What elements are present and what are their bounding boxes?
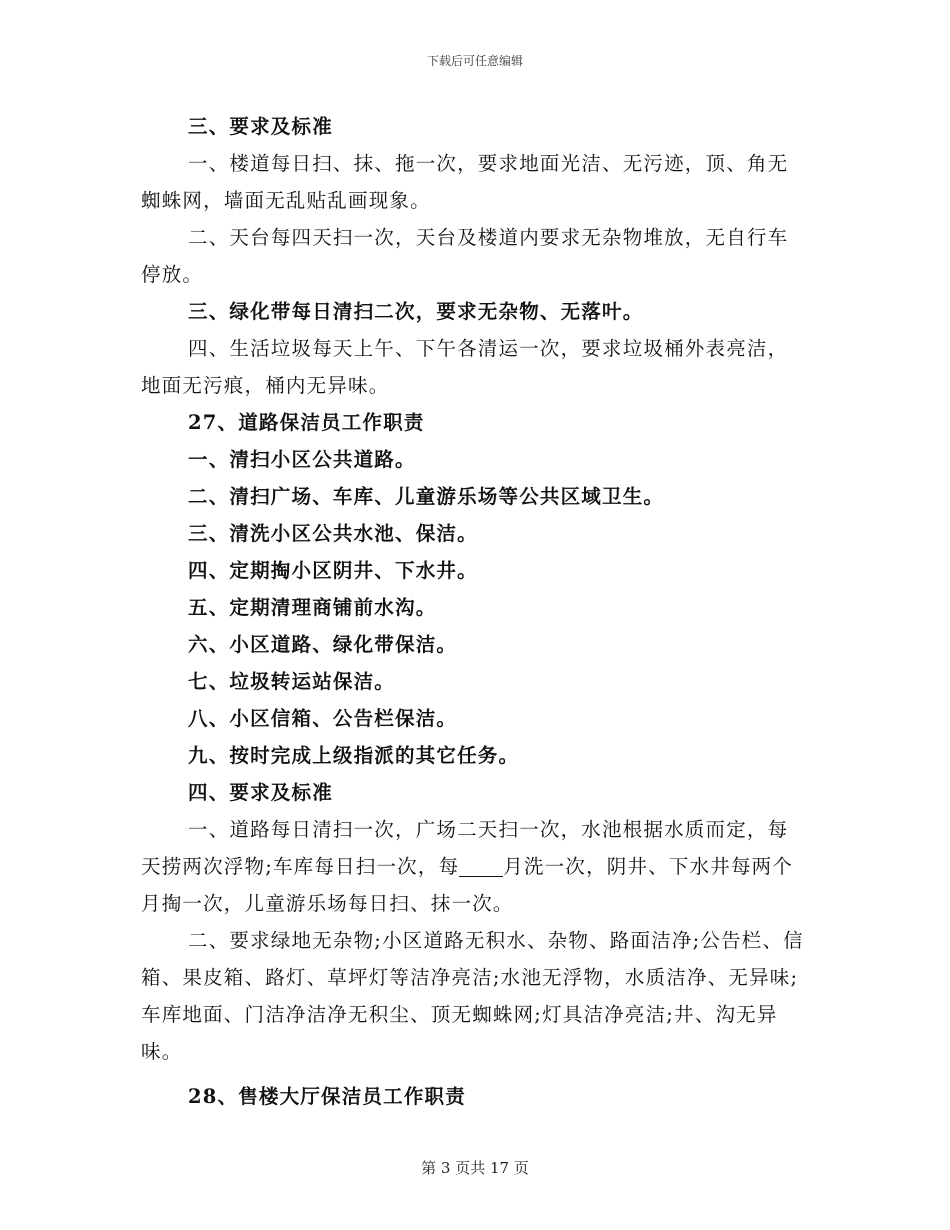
duty-item: 二、清扫广场、车库、儿童游乐场等公共区域卫生。 — [188, 485, 665, 508]
duty-item: 八、小区信箱、公告栏保洁。 — [188, 707, 458, 730]
paragraph-road-standards — [141, 811, 806, 922]
paragraph-green-standards: 二、要求绿地无杂物;小区道路无积水、杂物、路面洁净;公告栏、信箱、果皮箱、路灯、草坪灯等洁净亮洁;水池无浮物，水质洁净、无异味;车库地面、门洁净洁净无积尘、顶无蜘蛛网;灯具洁净亮洁;井、沟无异味。 — [141, 929, 804, 1063]
page-header: 下载后可任意编辑 — [426, 54, 523, 68]
document-body — [141, 108, 806, 1115]
duty-item: 七、垃圾转运站保洁。 — [188, 670, 396, 693]
paragraph: 二、天台每四天扫一次，天台及楼道内要求无杂物堆放，无自行车停放。 — [141, 226, 789, 286]
paragraph: 一、楼道每日扫、抹、拖一次，要求地面光洁、无污迹，顶、角无蜘蛛网，墙面无乱贴乱画现象。 — [141, 152, 789, 212]
duty-item: 九、按时完成上级指派的其它任务。 — [188, 744, 520, 767]
duty-item: 四、定期掏小区阴井、下水井。 — [188, 559, 478, 582]
paragraph: 三、要求及标准 — [188, 115, 333, 138]
section-heading: 27、道路保洁员工作职责 — [188, 411, 425, 434]
section-heading: 28、售楼大厅保洁员工作职责 — [188, 1085, 466, 1108]
duty-item: 六、小区道路、绿化带保洁。 — [188, 633, 458, 656]
page-footer: 第 3 页共 17 页 — [421, 1159, 529, 1177]
section-heading: 四、要求及标准 — [188, 781, 333, 804]
paragraph-text: 月洗一次，阴井、下水井每两个月掏一次，儿童游乐场每日扫、抹一次。 — [141, 855, 794, 915]
paragraph: 三、绿化带每日清扫二次，要求无杂物、无落叶。 — [188, 300, 644, 323]
duty-item: 五、定期清理商铺前水沟。 — [188, 596, 437, 619]
paragraph-text: 一、道路每日清扫一次，广场二天扫一次，水池根据水质而定，每天捞两次浮物;车库每日扫一次，每 — [141, 818, 789, 878]
duty-item: 三、清洗小区公共水池、保洁。 — [188, 522, 478, 545]
paragraph: 四、生活垃圾每天上午、下午各清运一次，要求垃圾桶外表亮洁，地面无污痕，桶内无异味。 — [141, 337, 789, 397]
fill-in-blank — [459, 856, 503, 877]
duty-item: 一、清扫小区公共道路。 — [188, 448, 416, 471]
